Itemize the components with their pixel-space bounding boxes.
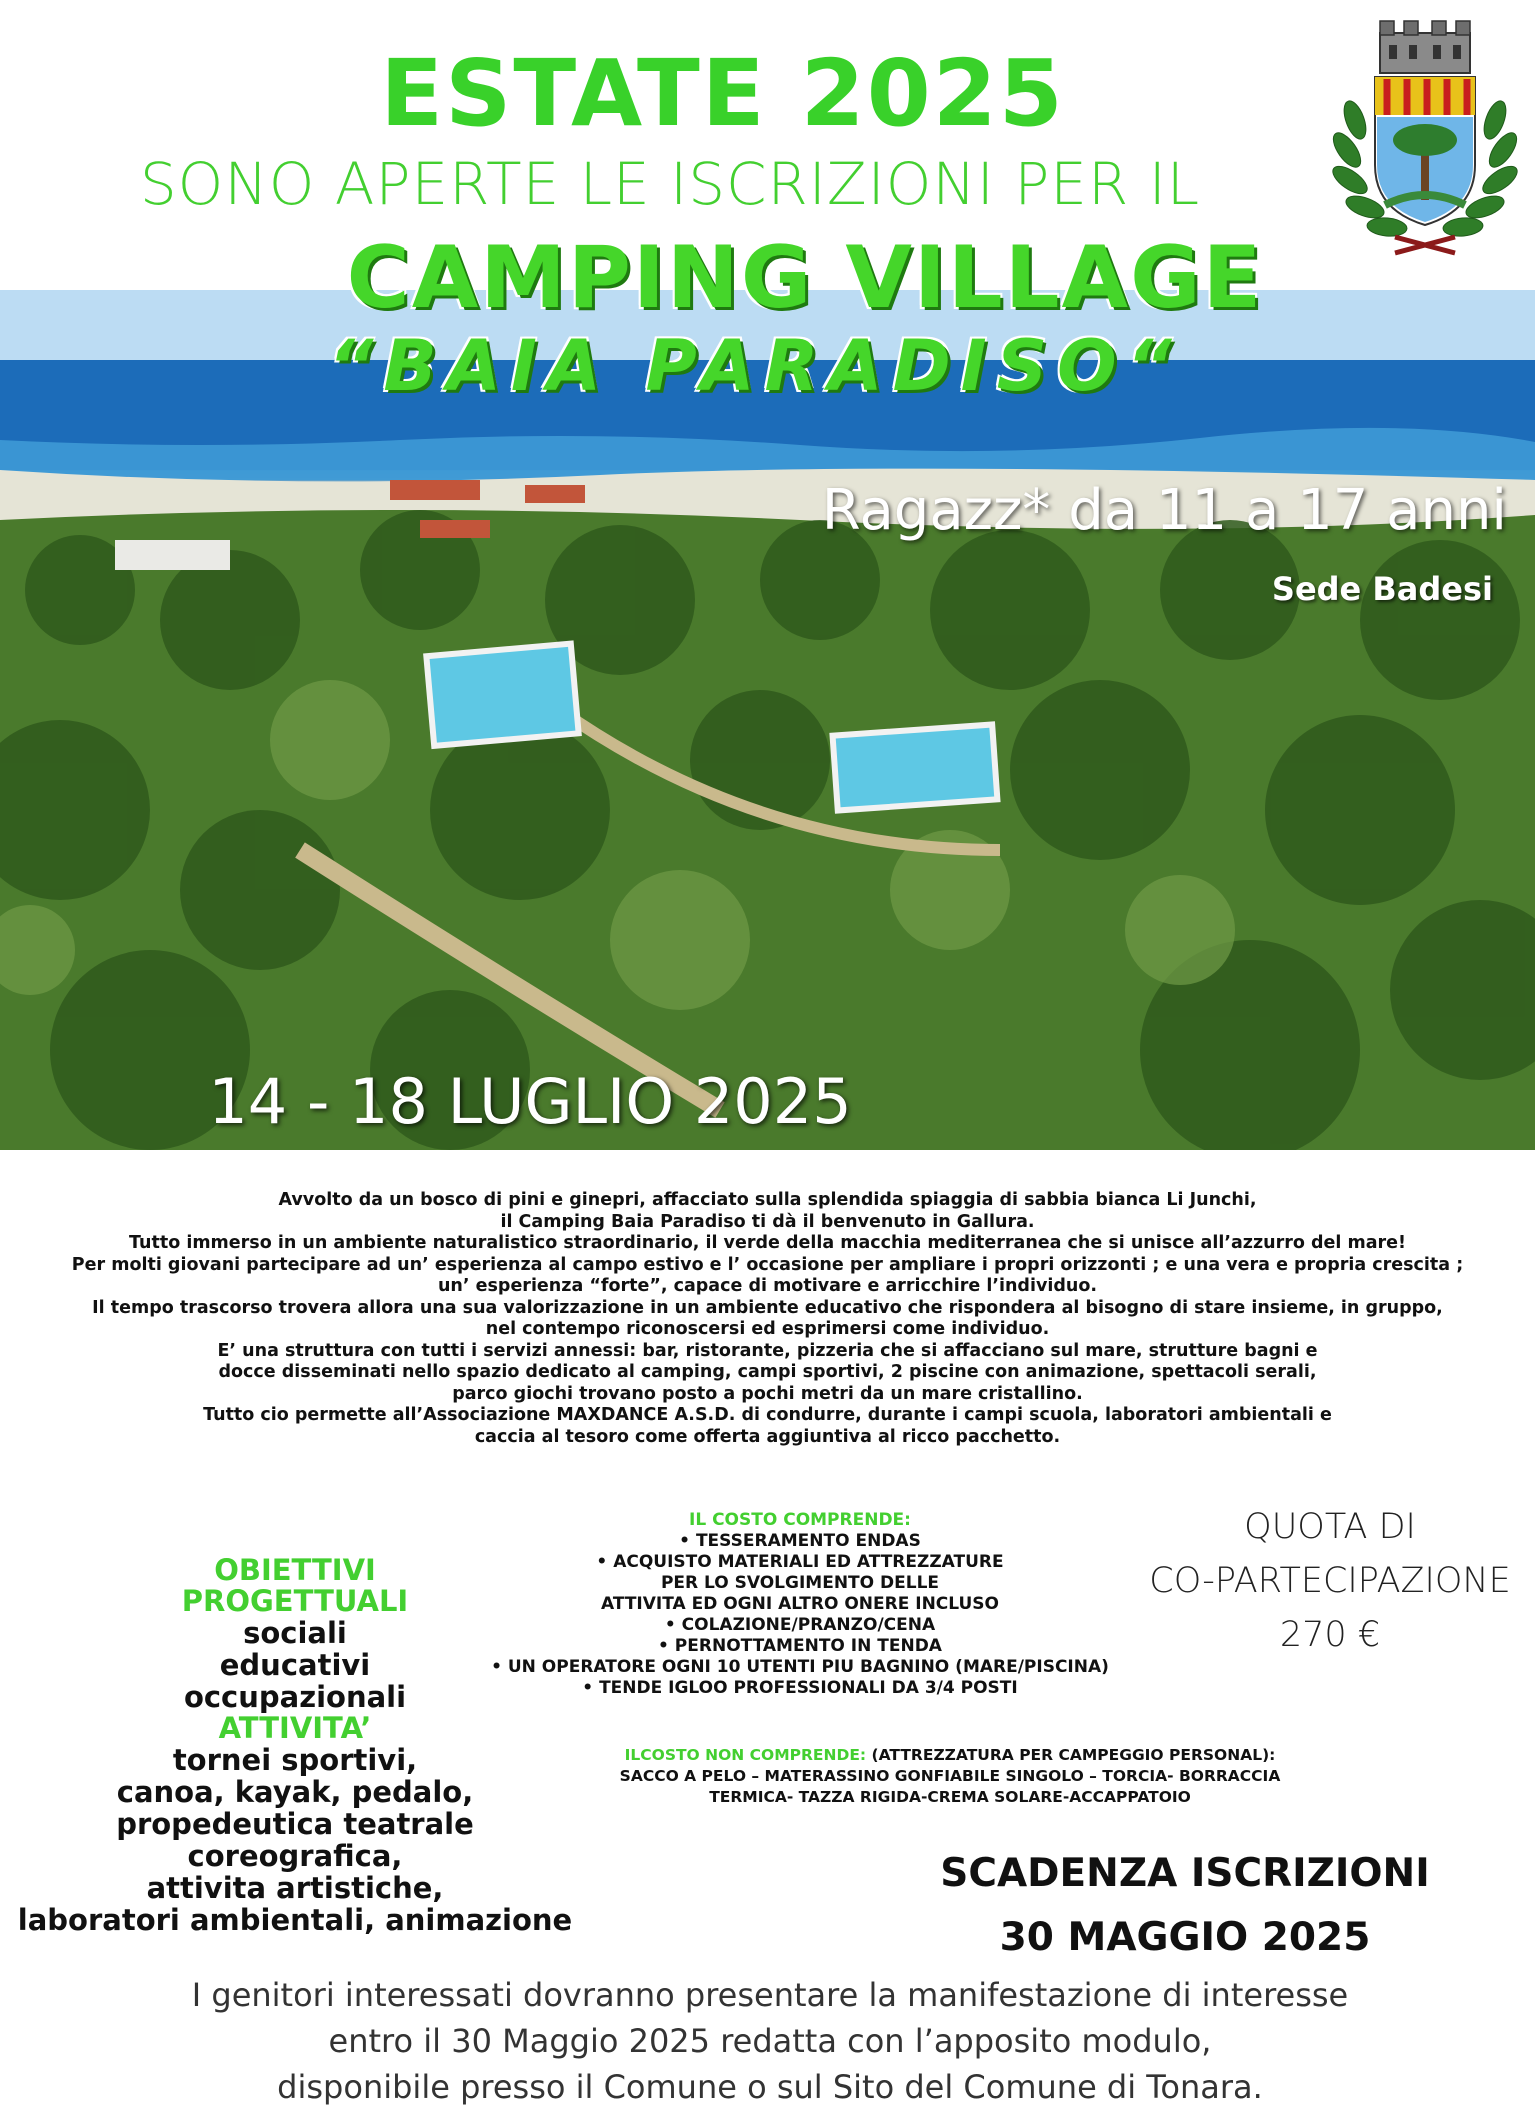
cost-line: • ACQUISTO MATERIALI ED ATTREZZATURE bbox=[596, 1552, 1004, 1572]
excluded-line: TERMICA- TAZZA RIGIDA-CREMA SOLARE-ACCAPPATOIO bbox=[709, 1788, 1191, 1806]
costs-excluded-heading-line bbox=[570, 1745, 1330, 1766]
excluded-line: SACCO A PELO – MATERASSINO GONFIABILE SINGOLO – TORCIA- BORRACCIA bbox=[619, 1767, 1281, 1785]
activity-item: tornei sportivi, bbox=[172, 1743, 418, 1777]
description-line: Per molti giovani partecipare ad un’ esperienza al campo estivo e l’ occasione per ampliare i propri orizzonti ; e una vera e propria crescita ; bbox=[71, 1254, 1464, 1275]
activity-item: attivita artistiche, bbox=[146, 1871, 444, 1905]
costs-excluded-section bbox=[570, 1745, 1330, 1808]
description-paragraph bbox=[10, 1190, 1525, 1448]
activities-heading: ATTIVITA’ bbox=[218, 1711, 372, 1745]
camping-village-title: CAMPING VILLAGE bbox=[346, 228, 1264, 328]
cost-line: • COLAZIONE/PRANZO/CENA bbox=[664, 1615, 936, 1635]
cost-line: ATTIVITA ED OGNI ALTRO ONERE INCLUSO bbox=[601, 1594, 999, 1614]
municipal-crest-icon bbox=[1325, 15, 1525, 260]
description-line: un’ esperienza “forte”, capace di motivare e arricchire l’individuo. bbox=[437, 1276, 1098, 1296]
baia-paradiso-title: “BAIA PARADISO“ bbox=[328, 325, 1182, 407]
parents-note-line: I genitori interessati dovranno presentare la manifestazione di interesse bbox=[191, 1976, 1349, 2014]
description-line: parco giochi trovano posto a pochi metri da un mare cristallino. bbox=[452, 1383, 1083, 1404]
cost-line: PER LO SVOLGIMENTO DELLE bbox=[660, 1573, 940, 1593]
age-range-label: Ragazz* da 11 a 17 anni bbox=[821, 478, 1507, 543]
costs-excluded-heading: ILCOSTO NON COMPRENDE: bbox=[624, 1746, 867, 1764]
cost-line: • TESSERAMENTO ENDAS bbox=[679, 1531, 921, 1551]
parents-note-line: disponibile presso il Comune o sul Sito del Comune di Tonara. bbox=[277, 2068, 1263, 2106]
objectives-heading: OBIETTIVI bbox=[214, 1553, 376, 1587]
parents-note bbox=[20, 1972, 1520, 2110]
costs-included-section bbox=[420, 1510, 1180, 1699]
cost-line: • TENDE IGLOO PROFESSIONALI DA 3/4 POSTI bbox=[582, 1678, 1018, 1698]
description-line: E’ una struttura con tutti i servizi annessi: bar, ristorante, pizzeria che si affacciano sul mare, strutture bagni e bbox=[217, 1340, 1318, 1361]
description-line: Tutto cio permette all’Associazione MAXDANCE A.S.D. di condurre, durante i campi scuola, laboratori ambientali e bbox=[203, 1405, 1332, 1425]
cost-line: • PERNOTTAMENTO IN TENDA bbox=[658, 1636, 942, 1656]
costs-included-heading: IL COSTO COMPRENDE: bbox=[689, 1510, 911, 1530]
objectives-heading: PROGETTUALI bbox=[181, 1584, 409, 1618]
objective-item: educativi bbox=[219, 1648, 371, 1682]
camping-aerial-photo bbox=[0, 290, 1535, 1150]
description-line: Il tempo trascorso trovera allora una sua valorizzazione in un ambiente educativo che rispondera al bisogno di stare insieme, in gruppo, bbox=[92, 1297, 1443, 1318]
deadline-date: 30 MAGGIO 2025 bbox=[999, 1915, 1371, 1960]
description-line: Tutto immerso in un ambiente naturalistico straordinario, il verde della macchia mediterranea che si unisce all’azzurro del mare! bbox=[129, 1233, 1406, 1253]
costs-excluded-heading-rest: (ATTREZZATURA PER CAMPEGGIO PERSONAL): bbox=[866, 1746, 1276, 1764]
location-label: Sede Badesi bbox=[1271, 570, 1493, 608]
deadline-section bbox=[890, 1842, 1480, 1970]
cost-line: • UN OPERATORE OGNI 10 UTENTI PIU BAGNINO (MARE/PISCINA) bbox=[491, 1657, 1109, 1677]
quota-label: QUOTA DI bbox=[1244, 1507, 1416, 1547]
activity-item: laboratori ambientali, animazione bbox=[17, 1903, 573, 1937]
parents-note-line: entro il 30 Maggio 2025 redatta con l’apposito modulo, bbox=[328, 2022, 1212, 2060]
activity-item: coreografica, bbox=[187, 1839, 403, 1873]
description-line: caccia al tesoro come offerta aggiuntiva al ricco pacchetto. bbox=[474, 1426, 1061, 1447]
description-line: il Camping Baia Paradiso ti dà il benvenuto in Gallura. bbox=[500, 1211, 1035, 1232]
description-line: nel contempo riconoscersi ed esprimersi come individuo. bbox=[485, 1319, 1050, 1339]
objective-item: sociali bbox=[243, 1616, 347, 1650]
quota-section bbox=[1130, 1500, 1530, 1662]
headline-subtitle: SONO APERTE LE ISCRIZIONI PER IL bbox=[139, 150, 1201, 218]
objective-item: occupazionali bbox=[183, 1680, 407, 1714]
deadline-label: SCADENZA ISCRIZIONI bbox=[940, 1851, 1430, 1896]
quota-label: CO-PARTECIPAZIONE bbox=[1149, 1561, 1511, 1601]
headline-title: ESTATE 2025 bbox=[380, 40, 1065, 147]
activity-item: canoa, kayak, pedalo, bbox=[116, 1775, 474, 1809]
quota-price: 270 € bbox=[1279, 1615, 1381, 1655]
camp-dates: 14 - 18 LUGLIO 2025 bbox=[208, 1065, 852, 1138]
description-line: docce disseminati nello spazio dedicato al camping, campi sportivi, 2 piscine con animazione, spettacoli serali, bbox=[218, 1362, 1317, 1382]
activity-item: propedeutica teatrale bbox=[116, 1807, 474, 1841]
description-line: Avvolto da un bosco di pini e ginepri, affacciato sulla splendida spiaggia di sabbia bianca Li Junchi, bbox=[278, 1190, 1257, 1210]
